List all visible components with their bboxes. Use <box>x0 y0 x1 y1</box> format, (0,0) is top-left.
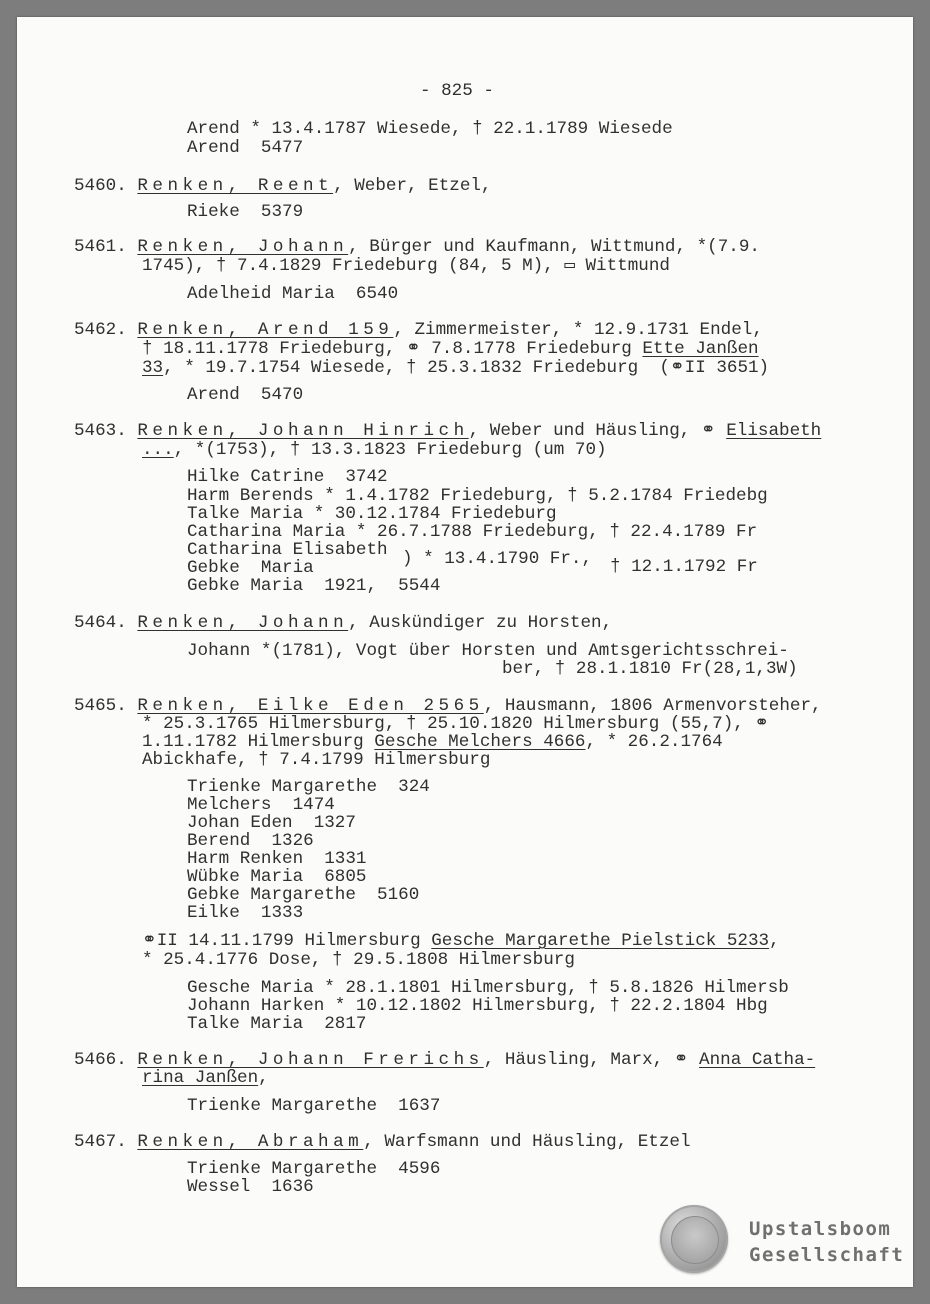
entry-name: Renken, Johann Frerichs <box>137 1050 484 1070</box>
child-line: Johann *(1781), Vogt über Horsten und Amtsgerichtsschrei- <box>187 641 789 661</box>
entry-details: , Bürger und Kaufmann, Wittmund, *(7.9. <box>348 237 760 257</box>
entry-name: Renken, Reent <box>137 176 334 196</box>
child-line: Trienke Margarethe 4596 <box>187 1159 441 1179</box>
entry-number: 5467. <box>74 1132 127 1152</box>
entry-number: 5466. <box>74 1050 127 1070</box>
entry-name: Renken, Johann <box>137 237 349 257</box>
text-line: Arend * 13.4.1787 Wiesede, † 22.1.1789 Wiesede <box>187 119 673 139</box>
entry-5460-header <box>74 177 492 196</box>
child-line: Berend 1326 <box>187 831 314 851</box>
child-line: Talke Maria 2817 <box>187 1014 367 1034</box>
entry-5463-header <box>74 422 821 441</box>
text-line <box>142 1069 269 1088</box>
child-line: Talke Maria * 30.12.1784 Friedeburg <box>187 504 557 524</box>
child-line: Wessel 1636 <box>187 1177 314 1197</box>
spouse-name: ... <box>142 440 174 460</box>
spouse-name: Gesche Melchers 4666 <box>374 732 586 752</box>
twin-death-note: † 12.1.1792 Fr <box>610 557 758 577</box>
text-line: 1745), † 7.4.1829 Friedeburg (84, 5 M), ▭ Wittmund <box>142 256 670 276</box>
entry-details: , Auskündiger zu Horsten, <box>348 613 613 633</box>
entry-5462-header <box>74 321 763 340</box>
child-line: Rieke 5379 <box>187 202 304 222</box>
entry-details: , Weber, Etzel, <box>333 176 492 196</box>
page-number: - 825 - <box>420 81 494 101</box>
document-page <box>17 17 913 1287</box>
spouse-name: Gesche Margarethe Pielstick 5233 <box>431 931 770 951</box>
child-line: Gebke Margarethe 5160 <box>187 885 420 905</box>
text-part: , * 26.2.1764 <box>585 732 723 752</box>
text-part: † 18.11.1778 Friedeburg, ⚭ 7.8.1778 Friedeburg <box>142 339 643 359</box>
watermark-line-2: Gesellschaft <box>749 1244 905 1266</box>
text-part: , *(1753), † 13.3.1823 Friedeburg (um 70) <box>173 440 607 460</box>
watermark-line-1: Upstalsboom <box>749 1218 892 1240</box>
child-line: Melchers 1474 <box>187 795 335 815</box>
child-line: Trienke Margarethe 324 <box>187 777 430 797</box>
text-part: ⚭II 14.11.1799 Hilmersburg <box>142 931 432 951</box>
child-line: Gebke Maria <box>187 558 314 578</box>
entry-5467-header <box>74 1133 691 1152</box>
child-line: Wübke Maria 6805 <box>187 867 367 887</box>
spouse-name: rina Janßen <box>142 1068 259 1088</box>
twin-birth-note: ) * 13.4.1790 Fr., <box>402 549 593 569</box>
entry-number: 5460. <box>74 176 127 196</box>
text-line: Arend 5477 <box>187 138 304 158</box>
child-line: Harm Berends * 1.4.1782 Friedeburg, † 5.2.1784 Friedebg <box>187 486 768 506</box>
entry-number: 5461. <box>74 237 127 257</box>
child-line: Catharina Maria * 26.7.1788 Friedeburg, † 22.4.1789 Fr <box>187 522 758 542</box>
text-line: Abickhafe, † 7.4.1799 Hilmersburg <box>142 750 491 770</box>
entry-number: 5463. <box>74 421 127 441</box>
child-line: Gebke Maria 1921, 5544 <box>187 576 441 596</box>
child-line: Johann Harken * 10.12.1802 Hilmersburg, † 22.2.1804 Hbg <box>187 996 768 1016</box>
entry-number: 5465. <box>74 696 127 716</box>
child-line: Hilke Catrine 3742 <box>187 467 388 487</box>
child-line: Eilke 1333 <box>187 903 304 923</box>
child-line: Harm Renken 1331 <box>187 849 367 869</box>
text-part: , <box>769 931 780 951</box>
entry-name: Renken, Johann Hinrich <box>137 421 469 441</box>
second-marriage-line <box>142 932 780 951</box>
entry-name: Renken, Johann <box>137 613 349 633</box>
text-part: 1.11.1782 Hilmersburg <box>142 732 375 752</box>
entry-name: Renken, Arend 159 <box>137 320 394 340</box>
child-line: Johan Eden 1327 <box>187 813 356 833</box>
text-line: ber, † 28.1.1810 Fr(28,1,3W) <box>502 659 798 679</box>
text-line <box>142 441 607 460</box>
entry-5461-header <box>74 238 760 257</box>
entry-details: , Zimmermeister, * 12.9.1731 Endel, <box>393 320 763 340</box>
entry-name: Renken, Eilke Eden 2565 <box>137 696 484 716</box>
child-line: Arend 5470 <box>187 385 304 405</box>
spouse-name: Elisabeth <box>726 421 822 441</box>
text-part: , <box>258 1068 269 1088</box>
text-part: , * 19.7.1754 Wiesede, † 25.3.1832 Friedeburg (⚭II 3651) <box>163 358 770 378</box>
entry-details: , Warfsmann und Häusling, Etzel <box>363 1132 691 1152</box>
entry-details: , Häusling, Marx, ⚭ <box>483 1050 700 1070</box>
entry-number: 5464. <box>74 613 127 633</box>
entry-number: 5462. <box>74 320 127 340</box>
seal-logo-icon <box>660 1205 728 1273</box>
spouse-name: Ette Janßen <box>642 339 759 359</box>
spouse-name: Anna Catha- <box>699 1050 816 1070</box>
text-line <box>142 340 759 359</box>
entry-5464-header <box>74 614 612 633</box>
child-line: Adelheid Maria 6540 <box>187 284 399 304</box>
entry-name: Renken, Abraham <box>137 1132 364 1152</box>
entry-details: , Hausmann, 1806 Armenvorsteher, <box>483 696 822 716</box>
child-line: Gesche Maria * 28.1.1801 Hilmersburg, † 5.8.1826 Hilmersb <box>187 978 789 998</box>
child-line: Trienke Margarethe 1637 <box>187 1096 441 1116</box>
text-line: * 25.3.1765 Hilmersburg, † 25.10.1820 Hilmersburg (55,7), ⚭ <box>142 714 770 734</box>
spouse-ref: 33 <box>142 358 164 378</box>
entry-details: , Weber und Häusling, ⚭ <box>468 421 727 441</box>
child-line: Catharina Elisabeth <box>187 540 388 560</box>
text-line <box>142 359 769 378</box>
text-line: * 25.4.1776 Dose, † 29.5.1808 Hilmersburg <box>142 950 575 970</box>
